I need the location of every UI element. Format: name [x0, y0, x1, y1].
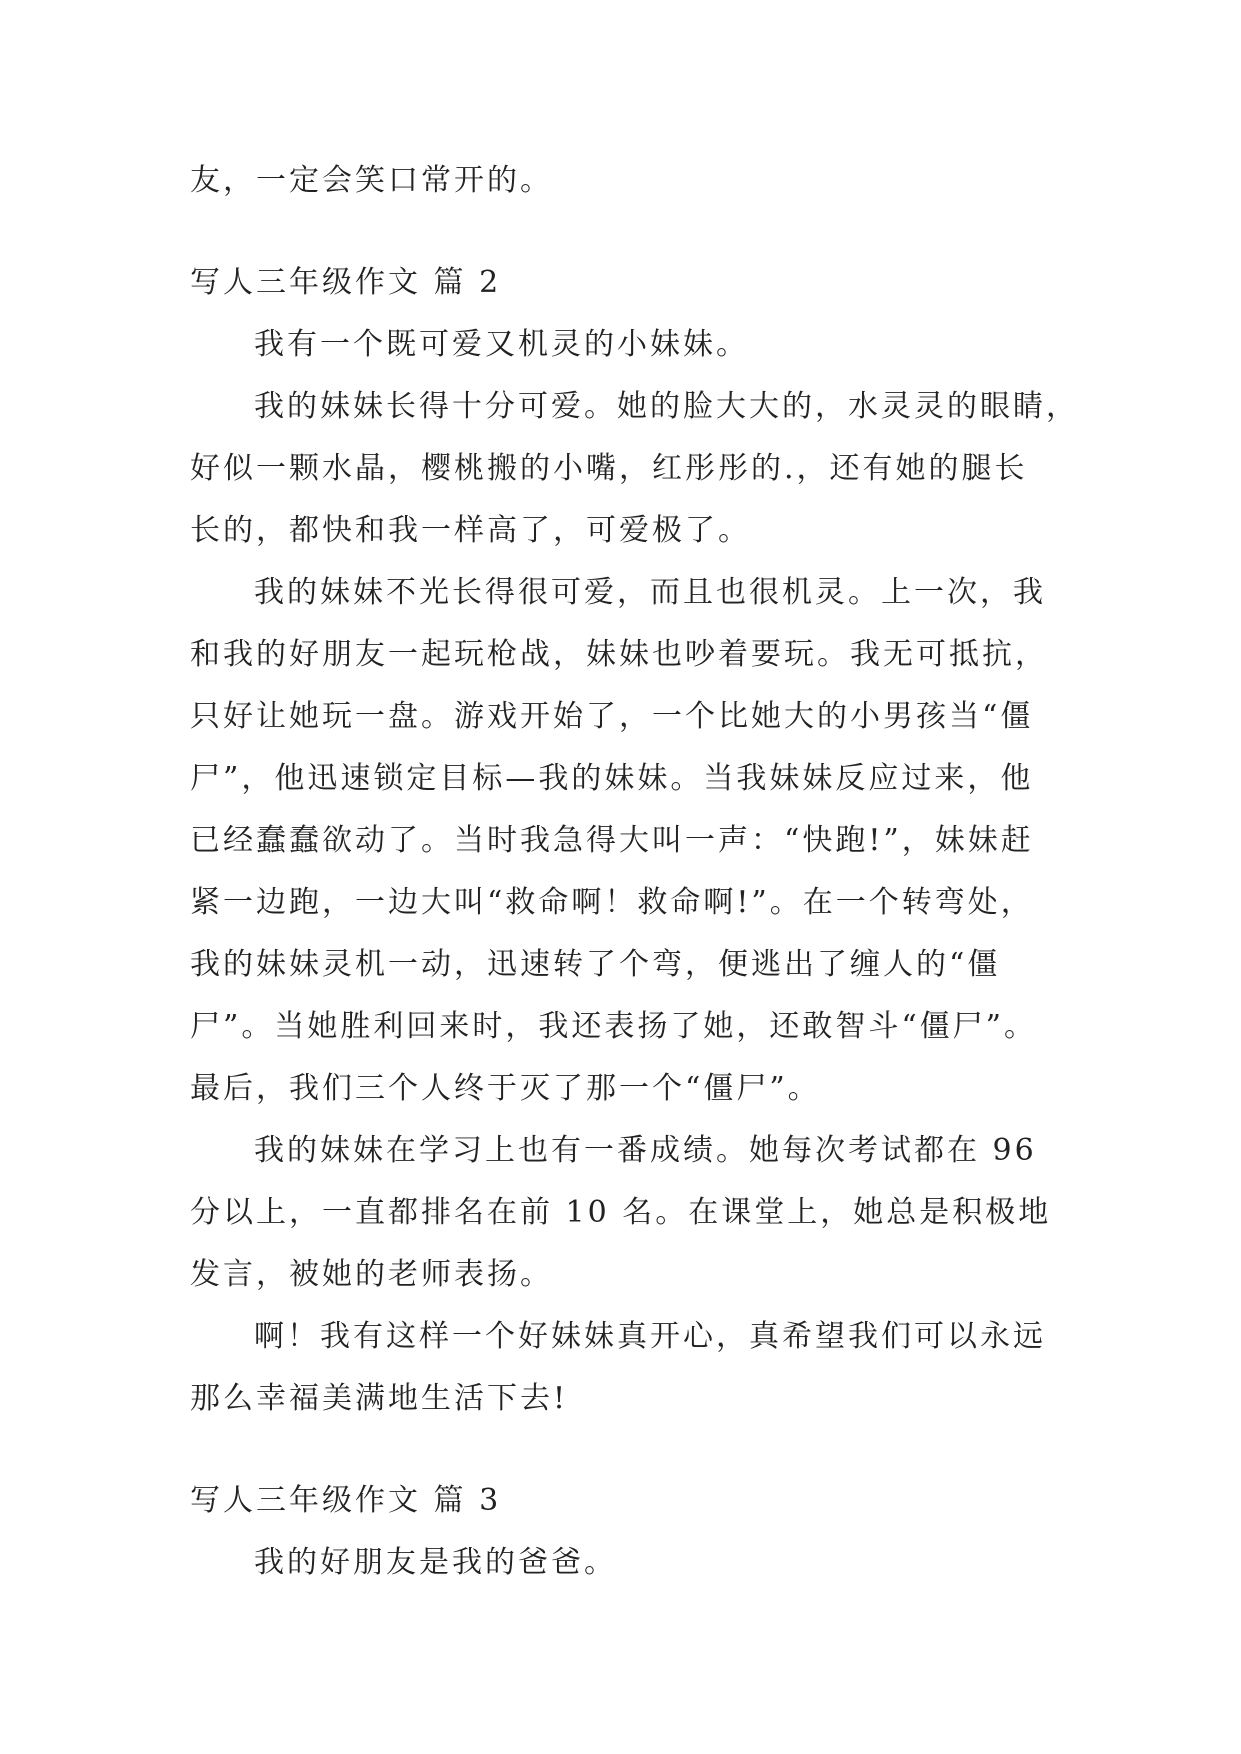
paragraph-line: 尸”，他迅速锁定目标—我的妹妹。当我妹妹反应过来，他 — [190, 761, 1034, 796]
section-heading: 写人三年级作文 篇 3 — [190, 1483, 502, 1518]
paragraph-line: 我的妹妹长得十分可爱。她的脸大大的，水灵灵的眼睛， — [254, 389, 1079, 424]
paragraph-line: 那么幸福美满地生活下去! — [190, 1381, 569, 1416]
paragraph-line: 紧一边跑，一边大叫“救命啊！救命啊!”。在一个转弯处， — [190, 885, 1034, 920]
section-spacer — [190, 1430, 1060, 1450]
paragraph-line: 我的妹妹灵机一动，迅速转了个弯，便逃出了缠人的“僵 — [190, 947, 1001, 982]
paragraph-line: 我的妹妹在学习上也有一番成绩。她每次考试都在 96 — [254, 1133, 1037, 1168]
paragraph-line: 好似一颗水晶，樱桃搬的小嘴，红彤彤的.，还有她的腿长 — [190, 451, 1028, 486]
paragraph-line: 尸”。当她胜利回来时，我还表扬了她，还敢智斗“僵尸”。 — [190, 1009, 1038, 1044]
section-spacer — [190, 212, 1060, 232]
paragraph-line: 分以上，一直都排名在前 10 名。在课堂上，她总是积极地 — [190, 1195, 1052, 1230]
paragraph-line: 我有一个既可爱又机灵的小妹妹。 — [254, 327, 749, 362]
paragraph-line: 我的好朋友是我的爸爸。 — [254, 1545, 617, 1580]
paragraph-line: 发言，被她的老师表扬。 — [190, 1257, 553, 1292]
paragraph-line: 最后，我们三个人终于灭了那一个“僵尸”。 — [190, 1071, 821, 1106]
document-page — [190, 150, 1079, 1594]
paragraph-line: 友，一定会笑口常开的。 — [190, 163, 553, 198]
paragraph-line: 长的，都快和我一样高了，可爱极了。 — [190, 513, 751, 548]
paragraph-line: 已经蠢蠢欲动了。当时我急得大叫一声：“快跑!”，妹妹赶 — [190, 823, 1034, 858]
paragraph-line: 只好让她玩一盘。游戏开始了，一个比她大的小男孩当“僵 — [190, 699, 1034, 734]
section-heading: 写人三年级作文 篇 2 — [190, 265, 502, 300]
paragraph-line: 啊！我有这样一个好妹妹真开心，真希望我们可以永远 — [254, 1319, 1046, 1354]
paragraph-line: 和我的好朋友一起玩枪战，妹妹也吵着要玩。我无可抵抗， — [190, 637, 1048, 672]
paragraph-line: 我的妹妹不光长得很可爱，而且也很机灵。上一次，我 — [254, 575, 1046, 610]
